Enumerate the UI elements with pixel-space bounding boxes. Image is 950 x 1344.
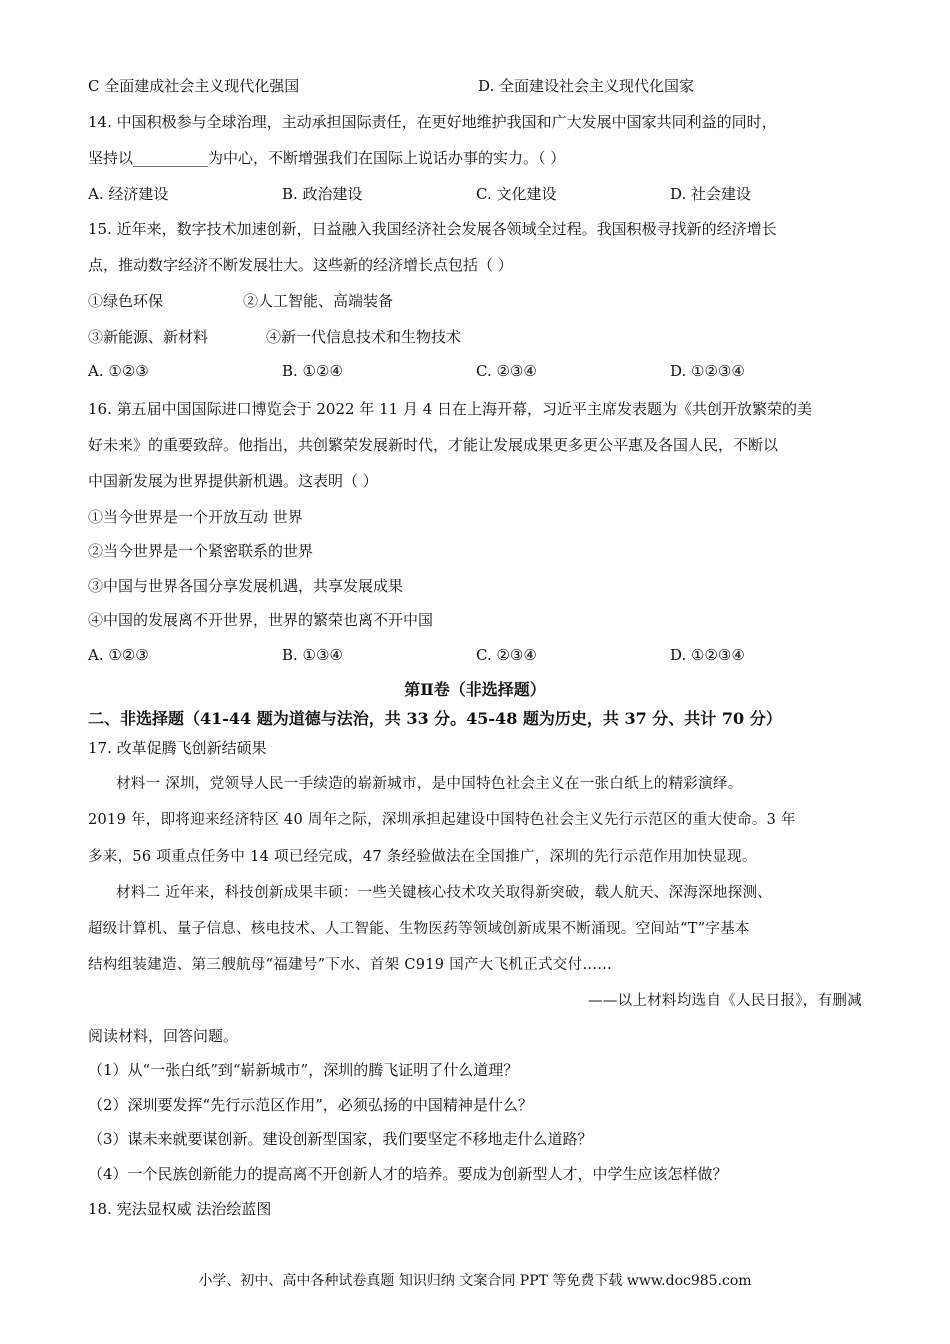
q17-prompt: 阅读材料，回答问题。 [88, 1027, 239, 1045]
q16-option-c: C. ②③④ [476, 646, 537, 664]
q16-item-3: ③中国与世界各国分享发展机遇，共享发展成果 [88, 577, 404, 595]
q15-option-d: D. ①②③④ [670, 362, 745, 380]
q16-option-d: D. ①②③④ [670, 646, 745, 664]
q16-stem-line2: 好未来》的重要致辞。他指出，共创繁荣发展新时代，才能让发展成果更多更公平惠及各国人民，不断以 [88, 436, 779, 454]
q16-item-1: ①当今世界是一个开放互动 世界 [88, 508, 303, 526]
q14-option-d: D. 社会建设 [670, 185, 752, 203]
q15-item-2: ②人工智能、高端装备 [243, 292, 394, 310]
section-heading: 二、非选择题（41-44 题为道德与法治，共 33 分。45-48 题为历史，共 37 分、共计 70 分） [88, 709, 782, 728]
q15-option-a: A. ①②③ [88, 362, 149, 380]
q13-option-c: C 全面建成社会主义现代化强国 [88, 77, 300, 95]
q17-source: ——以上材料均选自《人民日报》，有删减 [588, 993, 862, 1009]
page-footer: 小学、初中、高中各种试卷真题 知识归纳 文案合同 PPT 等免费下载 www.doc985.com [198, 1273, 752, 1289]
q17-material1-line3: 多来，56 项重点任务中 14 项已经完成，47 条经验做法在全国推广，深圳的先行示范作用加快显现。 [88, 849, 757, 865]
q14-stem-line2: 坚持以__________为中心，不断增强我们在国际上说话办事的实力。（ ） [88, 149, 566, 167]
section-title: 第Ⅱ卷（非选择题） [404, 680, 546, 699]
q17-material1-line2: 2019 年，即将迎来经济特区 40 周年之际，深圳承担起建设中国特色社会主义先行示范区的重大使命。3 年 [88, 812, 796, 828]
q15-item-4: ④新一代信息技术和生物技术 [266, 328, 462, 346]
q14-option-b: B. 政治建设 [282, 185, 363, 203]
q16-item-4: ④中国的发展离不开世界，世界的繁荣也离不开中国 [88, 611, 434, 629]
q17-material1-line1: 材料一 深圳，党领导人民一手续造的崭新城市，是中国特色社会主义在一张白纸上的精彩演绎。 [116, 776, 743, 792]
q17-material2-line2: 超级计算机、量子信息、核电技术、人工智能、生物医药等领域创新成果不断涌现。空间站“T”字基本 [88, 921, 750, 937]
q14-option-c: C. 文化建设 [476, 185, 557, 203]
q17-question-2: （2）深圳要发挥“先行示范区作用”，必须弘扬的中国精神是什么？ [88, 1096, 533, 1114]
q17-title: 17. 改革促腾飞创新结硕果 [88, 739, 267, 757]
q16-option-a: A. ①②③ [88, 646, 149, 664]
q15-stem-line1: 15. 近年来，数字技术加速创新，日益融入我国经济社会发展各领域全过程。我国积极寻找新的经济增长 [88, 220, 777, 238]
q17-material2-line1: 材料二 近年来，科技创新成果丰硕：一些关键核心技术攻关取得新突破，载人航天、深海深地探测、 [116, 885, 773, 901]
q15-item-3: ③新能源、新材料 [88, 328, 209, 346]
q15-option-b: B. ①②④ [282, 362, 343, 380]
q15-stem-line2: 点，推动数字经济不断发展壮大。这些新的经济增长点包括（ ） [88, 256, 513, 274]
q15-option-c: C. ②③④ [476, 362, 537, 380]
q16-stem-line1: 16. 第五届中国国际进口博览会于 2022 年 11 月 4 日在上海开幕，习近平主席发表题为《共创开放繁荣的美 [88, 400, 813, 418]
q17-question-1: （1）从“一张白纸”到“崭新城市”，深圳的腾飞证明了什么道理？ [88, 1061, 519, 1079]
q16-stem-line3: 中国新发展为世界提供新机遇。这表明（ ） [88, 472, 378, 490]
q16-option-b: B. ①③④ [282, 646, 343, 664]
q17-question-4: （4）一个民族创新能力的提高离不开创新人才的培养。要成为创新型人才，中学生应该怎样做？ [88, 1165, 728, 1183]
q13-option-d: D. 全面建设社会主义现代化国家 [478, 77, 695, 95]
q17-question-3: （3）谋未来就要谋创新。建设创新型国家，我们要坚定不移地走什么道路？ [88, 1130, 593, 1148]
q15-item-1: ①绿色环保 [88, 292, 164, 310]
q18-title: 18. 宪法显权威 法治绘蓝图 [88, 1200, 272, 1218]
q17-material2-line3: 结构组装建造、第三艘航母“福建号”下水、首架 C919 国产大飞机正式交付…… [88, 957, 613, 973]
q14-option-a: A. 经济建设 [88, 185, 169, 203]
q16-item-2: ②当今世界是一个紧密联系的世界 [88, 542, 314, 560]
q14-stem-line1: 14. 中国积极参与全球治理，主动承担国际责任，在更好地维护我国和广大发展中国家共同利益的同时， [88, 113, 777, 131]
